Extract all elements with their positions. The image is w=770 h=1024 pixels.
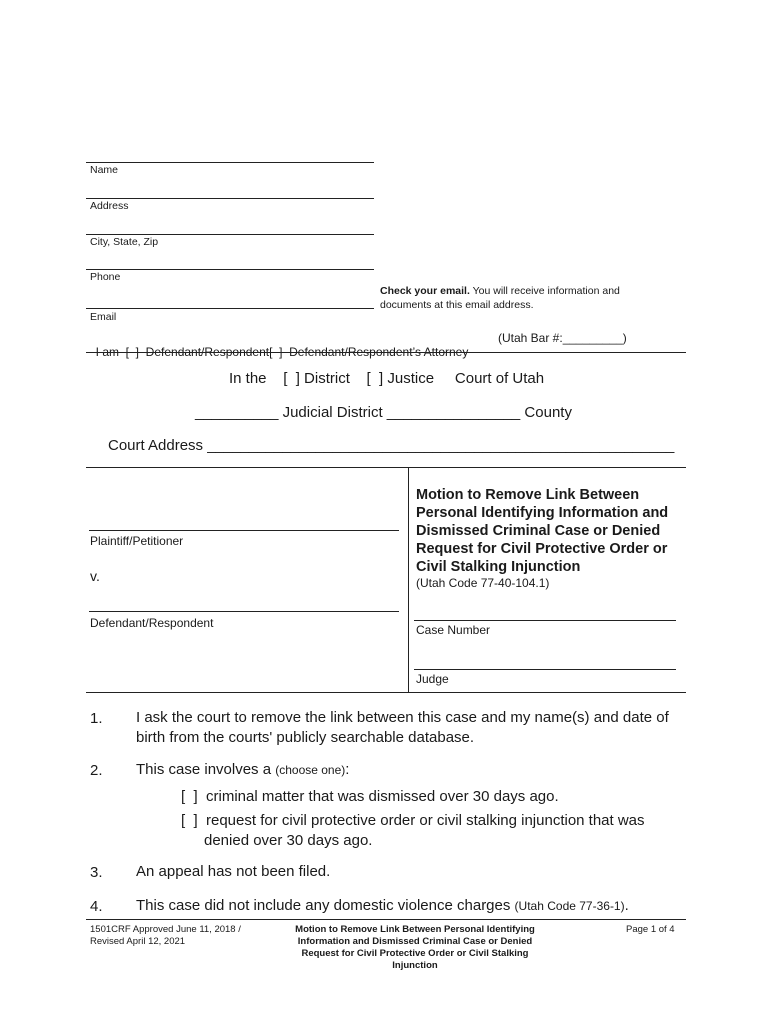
page-number: Page 1 of 4 xyxy=(626,924,675,935)
defendant-label: Defendant/Respondent xyxy=(90,616,214,630)
title-line-4: Request for Civil Protective Order or xyxy=(416,541,668,557)
versus: v. xyxy=(90,568,100,584)
footer-title-4: Injunction xyxy=(392,960,438,971)
item-4-period: . xyxy=(624,897,629,914)
email-note-line2: documents at this email address. xyxy=(380,299,534,311)
item-4-lead: This case did not include any domestic violence charges xyxy=(136,897,515,914)
email-note-rest: You will receive information and xyxy=(469,285,620,297)
option-criminal[interactable]: [ ] criminal matter that was dismissed over 30 days ago. xyxy=(181,788,559,805)
plaintiff-line[interactable] xyxy=(89,530,399,531)
caption-top-line xyxy=(86,467,686,468)
court-type-line: In the [ ] District [ ] Justice Court of Utah xyxy=(229,370,545,387)
phone-line[interactable] xyxy=(86,269,374,270)
option-civil-line-2: denied over 30 days ago. xyxy=(204,832,373,849)
phone-label: Phone xyxy=(90,271,121,283)
address-label: Address xyxy=(90,200,129,212)
title-line-5: Civil Stalking Injunction xyxy=(416,559,581,575)
footer-revised: Revised April 12, 2021 xyxy=(90,936,186,947)
item-3-text: An appeal has not been filed. xyxy=(136,863,331,880)
item-1-number: 1. xyxy=(90,710,103,727)
title-line-3: Dismissed Criminal Case or Denied xyxy=(416,523,661,539)
title-code: (Utah Code 77-40-104.1) xyxy=(416,576,550,590)
role-options: I am [ ] Defendant/Respondent[ ] Defendant/Respondent’s Attorney xyxy=(95,345,469,359)
email-note-bold: Check your email. xyxy=(380,285,470,297)
city-state-zip-line[interactable] xyxy=(86,234,374,235)
case-number-label: Case Number xyxy=(416,623,491,637)
item-2-text xyxy=(136,760,349,780)
name-label: Name xyxy=(90,164,119,176)
item-4-text xyxy=(136,896,629,916)
title-line-1: Motion to Remove Link Between xyxy=(416,487,640,503)
utah-bar: (Utah Bar #:_________) xyxy=(498,331,627,345)
defendant-line[interactable] xyxy=(89,611,399,612)
court-address-line: Court Address ________________________________________________________ xyxy=(108,437,675,454)
item-2-lead: This case involves a xyxy=(136,761,276,778)
judge-label: Judge xyxy=(416,672,449,686)
option-civil[interactable] xyxy=(181,811,681,851)
plaintiff-label: Plaintiff/Petitioner xyxy=(90,534,184,548)
item-1-text xyxy=(136,708,696,748)
footer-approved: 1501CRF Approved June 11, 2018 / xyxy=(90,924,241,935)
role-divider xyxy=(86,352,686,353)
title-line-2: Personal Identifying Information and xyxy=(416,505,669,521)
item-2-colon: : xyxy=(345,761,350,778)
item-3-number: 3. xyxy=(90,864,103,881)
item-1-line-2: birth from the courts' publicly searchable database. xyxy=(136,729,475,746)
footer-title-1: Motion to Remove Link Between Personal Identifying xyxy=(295,924,535,935)
case-number-line[interactable] xyxy=(414,620,676,621)
role-line xyxy=(89,331,468,359)
item-4-number: 4. xyxy=(90,898,103,915)
option-civil-line-1: [ ] request for civil protective order or civil stalking injunction that was xyxy=(181,812,645,829)
name-line[interactable] xyxy=(86,162,374,163)
judicial-district-line: __________ Judicial District ________________ County xyxy=(195,404,572,421)
caption-bottom-line xyxy=(86,692,686,693)
email-note xyxy=(380,284,660,312)
footer-title xyxy=(270,924,560,972)
item-1-line-1: I ask the court to remove the link between this case and my name(s) and date of xyxy=(136,709,669,726)
address-line[interactable] xyxy=(86,198,374,199)
footer-title-3: Request for Civil Protective Order or Civil Stalking xyxy=(301,948,529,959)
email-label: Email xyxy=(90,311,117,323)
judge-line[interactable] xyxy=(414,669,676,670)
footer-form-id xyxy=(90,924,241,948)
item-2-number: 2. xyxy=(90,762,103,779)
item-4-code: (Utah Code 77-36-1) xyxy=(514,899,625,913)
item-2-choose: (choose one) xyxy=(275,763,346,777)
email-line[interactable] xyxy=(86,308,374,309)
caption-divider xyxy=(408,467,409,693)
footer-title-2: Information and Dismissed Criminal Case or Denied xyxy=(297,936,533,947)
footer-line xyxy=(86,919,686,920)
city-state-zip-label: City, State, Zip xyxy=(90,236,159,248)
form-title xyxy=(416,486,686,576)
